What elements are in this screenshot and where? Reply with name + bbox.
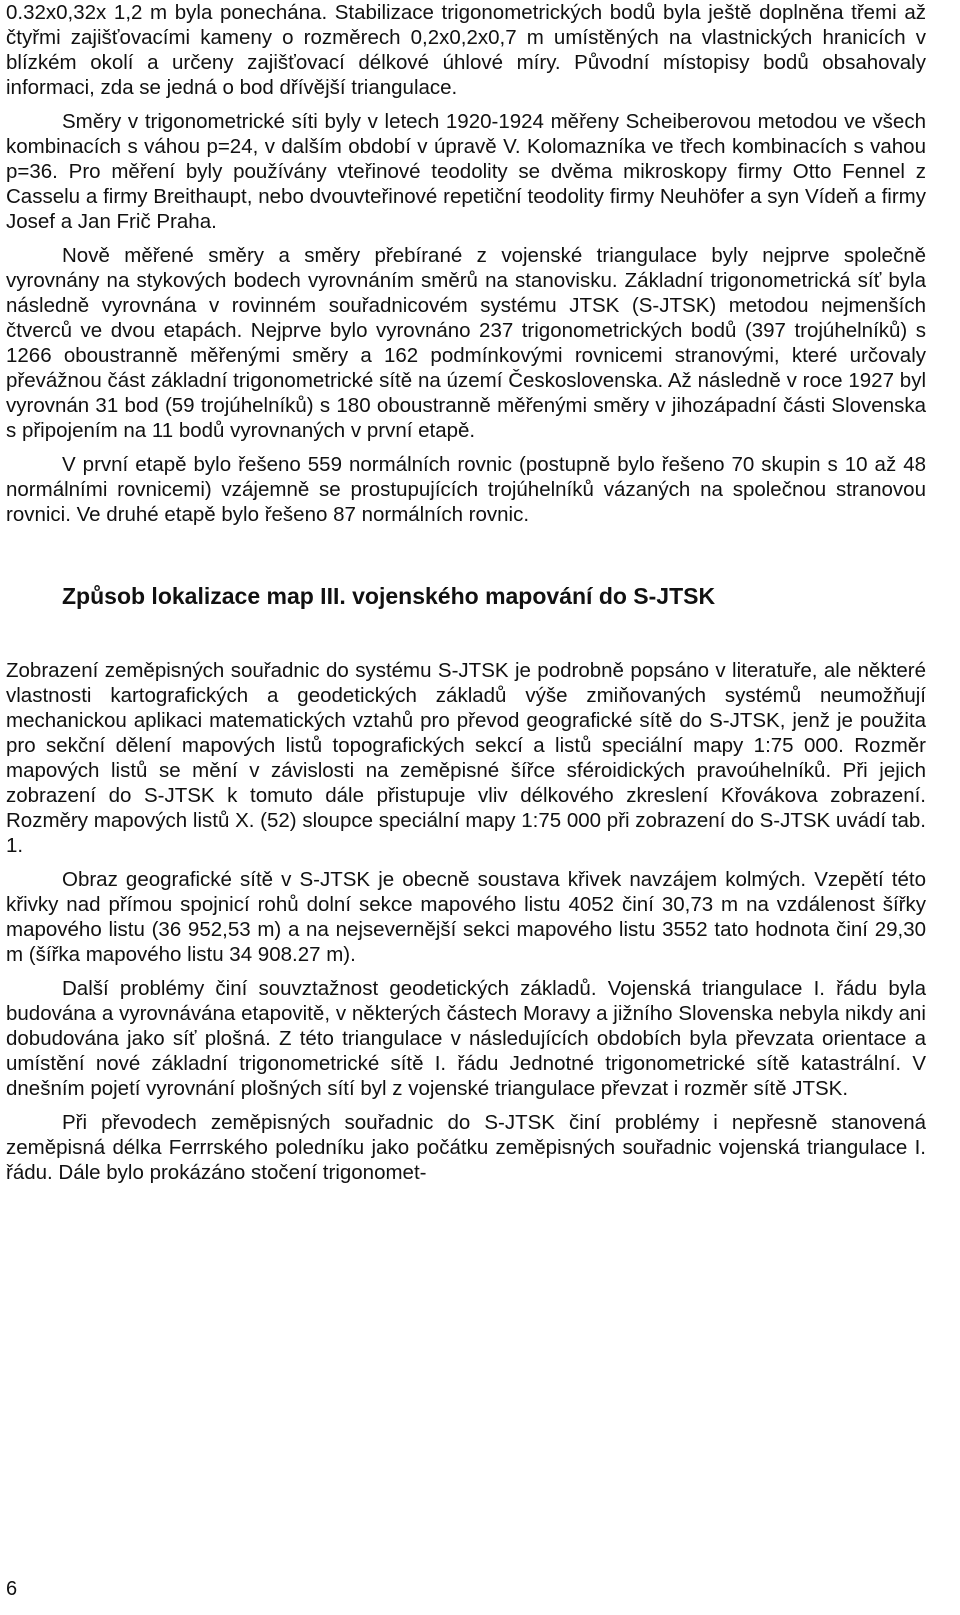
body-paragraph: Směry v trigonometrické síti byly v letech 1920-1924 měřeny Scheiberovou metodou ve všech kombinacích s váhou p=24, v dalším období v úpravě V. Kolomazníka ve třech kombinacích s vahou p=36. Pro měření byly používány vteřinové teodolity se dvěma mikroskopy firmy Otto Fennel z Casselu a firmy Breithaupt, nebo dvouvteřinové repetiční teodolity firmy Neuhöfer a syn Vídeň a firmy Josef a Jan Frič Praha.	[6, 110, 926, 233]
body-paragraph: 0.32x0,32x 1,2 m byla ponechána. Stabilizace trigonometrických bodů byla ještě doplněna třemi až čtyřmi zajišťovacími kameny o rozměrech 0,2x0,2x0,7 m umístěných na vlastnických hranicích v blízkém okolí a určeny zajišťovací délkové úhlové míry. Původní místopisy bodů obsahovaly informaci, zda se jedná o bod dřívější triangulace.	[6, 1, 926, 99]
section-heading: Způsob lokalizace map III. vojenského mapování do S-JTSK	[62, 583, 716, 609]
body-paragraph: V první etapě bylo řešeno 559 normálních rovnic (postupně bylo řešeno 70 skupin s 10 až 48 normálními rovnicemi) vzájemně se prostupujících trojúhelníků vázaných na společnou stranovou rovnici. Ve druhé etapě bylo řešeno 87 normálních rovnic.	[6, 453, 926, 526]
body-paragraph: Zobrazení zeměpisných souřadnic do systému S-JTSK je podrobně popsáno v literatuře, ale některé vlastnosti kartografických a geodetických základů výše zmiňovaných systémů neumožňují mechanickou aplikaci matematických vztahů pro převod geografické sítě do S-JTSK, jenž je použita pro sekční dělení mapových listů topografických sekcí a listů speciální mapy 1:75 000. Rozměr mapových listů se mění v závislosti na zeměpisné šířce sféroidických pravoúhelníků. Při jejich zobrazení do S-JTSK k tomuto dále přistupuje vliv délkového zkreslení Křovákova zobrazení. Rozměry mapových listů X. (52) sloupce speciální mapy 1:75 000 při zobrazení do S-JTSK uvádí tab. 1.	[6, 659, 926, 857]
body-paragraph: Obraz geografické sítě v S-JTSK je obecně soustava křivek navzájem kolmých. Vzepětí této křivky nad přímou spojnicí rohů dolní sekce mapového listu 4052 činí 30,73 m na vzdálenost šířky mapového listu (36 952,53 m) a na nejsevernější sekci mapového listu 3552 tato hodnota činí 29,30 m (šířka mapového listu 34 908.27 m).	[6, 868, 926, 966]
document-page	[6, 0, 926, 1185]
body-paragraph: Nově měřené směry a směry přebírané z vojenské triangulace byly nejprve společně vyrovnány na stykových bodech vyrovnáním směrů na stanovisku. Základní trigonometrická síť byla následně vyrovnána v rovinném souřadnicovém systému JTSK (S-JTSK) metodou nejmenších čtverců ve dvou etapách. Nejprve bylo vyrovnáno 237 trigonometrických bodů (397 trojúhelníků) s 1266 oboustranně měřenými směry a 162 podmínkovými rovnicemi stranovými, které určovaly převážnou část základní trigonometrické sítě na území Československa. Až následně v roce 1927 byl vyrovnán 31 bod (59 trojúhelníků) s 180 oboustranně měřenými směry v jihozápadní části Slovenska s připojením na 11 bodů vyrovnaných v první etapě.	[6, 244, 926, 442]
page-number: 6	[6, 1578, 18, 1600]
body-paragraph: Další problémy činí souvztažnost geodetických základů. Vojenská triangulace I. řádu byla budována a vyrovnávána etapovitě, v některých částech Moravy a jižního Slovenska nebyla nikdy ani dobudována jako síť plošná. Z této triangulace v následujících obdobích byla převzata orientace a umístění nové základní trigonometrické sítě I. řádu Jednotné trigonometrické sítě katastrální. V dnešním pojetí vyrovnání plošných sítí byl z vojenské triangulace převzat i rozměr sítě JTSK.	[6, 977, 926, 1100]
body-paragraph: Při převodech zeměpisných souřadnic do S-JTSK činí problémy i nepřesně stanovená zeměpisná délka Ferrrského poledníku jako počátku zeměpisných souřadnic vojenská triangulace I. řádu. Dále bylo prokázáno stočení trigonomet-	[6, 1111, 926, 1184]
